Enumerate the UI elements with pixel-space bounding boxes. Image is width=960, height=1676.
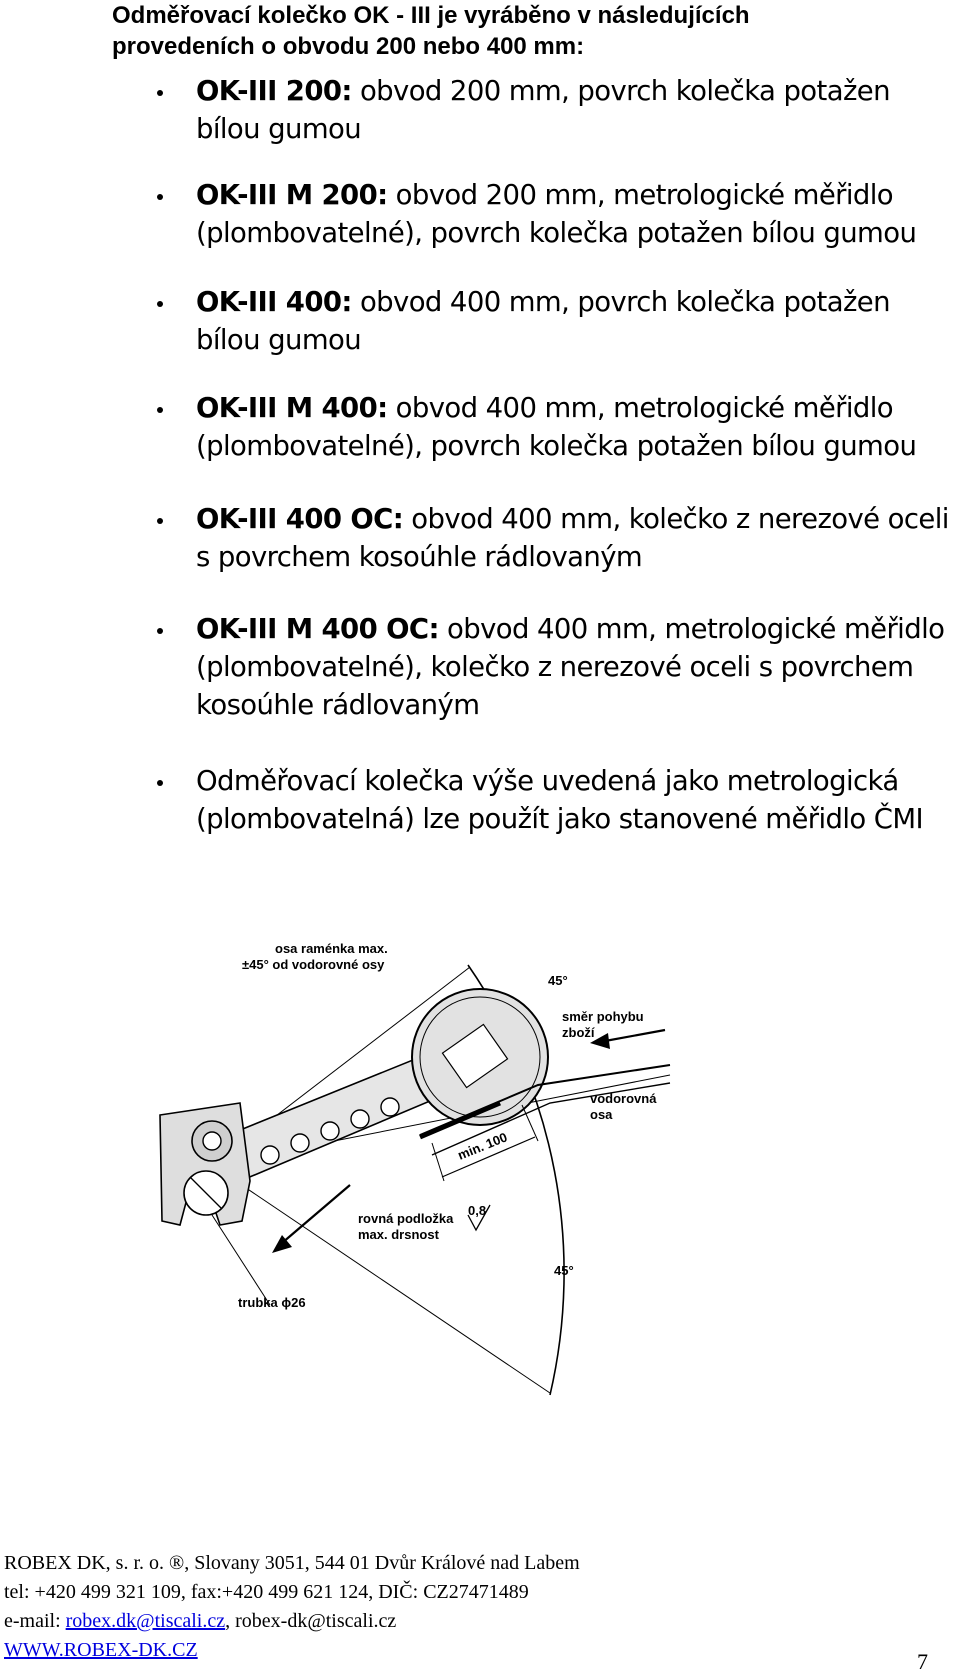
variant-description: obvod 200 mm, metrologické měřidlo (plombovatelné), povrch kolečka potažen bílou gumou <box>196 179 917 249</box>
list-item <box>196 72 956 176</box>
variant-list <box>196 72 956 838</box>
footer-email-row <box>4 1607 944 1636</box>
footer-website-row <box>4 1636 944 1665</box>
min-dimension-ext-1 <box>432 1143 444 1181</box>
label-direction-2: zboží <box>562 1025 595 1040</box>
footer-email-separator: , <box>225 1610 236 1632</box>
email-link[interactable]: robex.dk@tiscali.cz <box>65 1610 226 1632</box>
list-item <box>196 176 956 283</box>
footer-email-prefix: e-mail: <box>4 1610 66 1632</box>
label-angle-top: 45° <box>548 973 568 988</box>
label-arm-axis-1: osa raménka max. <box>275 941 388 956</box>
website-link[interactable]: WWW.ROBEX-DK.CZ <box>4 1639 198 1661</box>
arm-axis-lower <box>212 1165 550 1393</box>
variant-description: obvod 400 mm, metrologické měřidlo (plombovatelné), povrch kolečka potažen bílou gumou <box>196 392 917 462</box>
pivot-bolt-inner <box>203 1132 221 1150</box>
variant-name: OK-III 400 OC: <box>196 503 404 535</box>
note-text: Odměřovací kolečka výše uvedená jako metrologická (plombovatelná) lze použít jako stanovené měřidlo ČMI <box>196 765 924 835</box>
variant-description: obvod 400 mm, metrologické měřidlo (plombovatelné), kolečko z nerezové oceli s povrchem kosoúhle rádlovaným <box>196 613 945 721</box>
variant-name: OK-III 400: <box>196 286 352 318</box>
page-number: 7 <box>917 1649 928 1674</box>
list-item <box>196 283 956 389</box>
label-roughness: 0,8 <box>468 1203 487 1218</box>
mounting-diagram <box>150 925 730 1475</box>
label-horizontal-2: osa <box>590 1107 613 1122</box>
variant-name: OK-III M 200: <box>196 179 388 211</box>
footer-address: ROBEX DK, s. r. o. ®, Slovany 3051, 544 01 Dvůr Králové nad Labem <box>4 1552 580 1574</box>
label-surface-1: rovná podložka <box>358 1211 454 1226</box>
label-direction-1: směr pohybu <box>562 1009 644 1024</box>
tube-leader-line <box>212 1215 270 1305</box>
arm-hole <box>381 1098 399 1116</box>
label-arm-axis-2: ±45° od vodorovné osy <box>242 957 385 972</box>
heading-line-1: Odměřovací kolečko OK - III je vyráběno v následujících <box>112 2 750 29</box>
page-footer <box>4 1549 944 1665</box>
label-min-100: min. 100 <box>455 1129 510 1163</box>
arm-hole <box>261 1146 279 1164</box>
arm-hole <box>351 1110 369 1128</box>
list-item <box>196 500 956 610</box>
min-dimension-ext-2 <box>522 1105 538 1141</box>
arm-hole <box>291 1134 309 1152</box>
label-angle-bottom: 45° <box>554 1263 574 1278</box>
variant-description: obvod 400 mm, povrch kolečka potažen bílou gumou <box>196 286 890 356</box>
variant-description: obvod 400 mm, kolečko z nerezové oceli s povrchem kosoúhle rádlovaným <box>196 503 949 573</box>
footer-contacts: tel: +420 499 321 109, fax:+420 499 621 124, DIČ: CZ27471489 <box>4 1581 529 1603</box>
heading-line-2: provedeních o obvodu 200 nebo 400 mm: <box>112 33 585 60</box>
section-heading <box>112 0 952 62</box>
label-surface-2: max. drsnost <box>358 1227 439 1242</box>
direction-arrow <box>605 1030 665 1041</box>
footer-email-secondary: robex-dk@tiscali.cz <box>235 1610 397 1632</box>
list-item <box>196 389 956 500</box>
label-tube: trubka ϕ26 <box>238 1295 306 1310</box>
variant-description: obvod 200 mm, povrch kolečka potažen bílou gumou <box>196 75 890 145</box>
variant-name: OK-III M 400 OC: <box>196 613 439 645</box>
variant-name: OK-III 200: <box>196 75 352 107</box>
movement-arrow <box>282 1185 350 1243</box>
list-item <box>196 610 956 762</box>
arm-hole <box>321 1122 339 1140</box>
label-horizontal-1: vodorovná <box>590 1091 657 1106</box>
list-item <box>196 762 956 838</box>
variant-name: OK-III M 400: <box>196 392 388 424</box>
